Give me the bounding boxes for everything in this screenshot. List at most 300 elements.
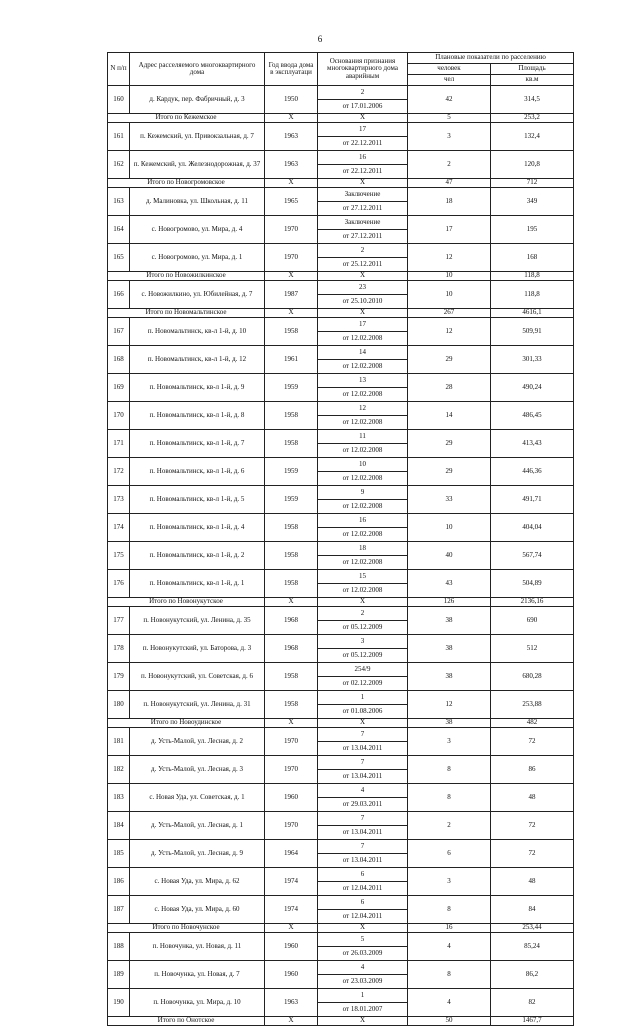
- address-cell: п. Новомальтинск, кв-л 1-й, д. 12: [130, 346, 265, 374]
- basis-document-number: 17: [318, 123, 407, 137]
- row-number: 188: [108, 933, 130, 961]
- row-number: 175: [108, 542, 130, 570]
- people-cell: 50: [408, 1017, 491, 1026]
- row-number: 177: [108, 607, 130, 635]
- table-row: [108, 840, 574, 868]
- area-cell: 48: [491, 784, 574, 812]
- row-number: 174: [108, 514, 130, 542]
- basis-cell: Х: [318, 179, 408, 188]
- basis-cell: Х: [318, 1017, 408, 1026]
- people-cell: 12: [408, 244, 491, 272]
- basis-cell: [318, 458, 408, 486]
- table-row: [108, 728, 574, 756]
- header-area-unit: кв.м: [491, 75, 574, 86]
- year-cell: 1968: [265, 607, 318, 635]
- basis-document-number: 4: [318, 961, 407, 975]
- area-cell: 404,04: [491, 514, 574, 542]
- people-cell: 42: [408, 86, 491, 114]
- row-number: 185: [108, 840, 130, 868]
- basis-document-date: от 25.10.2010: [342, 297, 383, 305]
- people-cell: 126: [408, 598, 491, 607]
- year-cell: 1963: [265, 989, 318, 1017]
- area-cell: 120,8: [491, 151, 574, 179]
- resettlement-table: [107, 52, 574, 1026]
- people-cell: 8: [408, 784, 491, 812]
- address-cell: п. Новочунка, ул. Новая, д. 11: [130, 933, 265, 961]
- address-cell: п. Новонукутский, ул. Баторова, д. 3: [130, 635, 265, 663]
- people-cell: 4: [408, 989, 491, 1017]
- people-cell: 4: [408, 933, 491, 961]
- basis-document-number: 7: [318, 728, 407, 742]
- basis-document-date: от 05.12.2009: [342, 623, 383, 631]
- address-cell: п. Новомальтинск, кв-л 1-й, д. 4: [130, 514, 265, 542]
- basis-document-date: от 12.02.2008: [342, 390, 383, 398]
- area-cell: 690: [491, 607, 574, 635]
- basis-document-number: 2: [318, 86, 407, 100]
- people-cell: 10: [408, 281, 491, 309]
- year-cell: 1958: [265, 402, 318, 430]
- basis-cell: [318, 933, 408, 961]
- area-cell: 504,89: [491, 570, 574, 598]
- people-cell: 38: [408, 635, 491, 663]
- table-row: [108, 86, 574, 114]
- total-label: Итого по Кежемское: [108, 114, 265, 123]
- area-cell: 72: [491, 728, 574, 756]
- basis-document-number: 2: [318, 244, 407, 258]
- year-cell: Х: [265, 924, 318, 933]
- basis-cell: [318, 607, 408, 635]
- people-cell: 8: [408, 756, 491, 784]
- area-cell: 2136,16: [491, 598, 574, 607]
- address-cell: п. Новомальтинск, кв-л 1-й, д. 5: [130, 486, 265, 514]
- total-label: Итого по Новожилкинское: [108, 272, 265, 281]
- basis-document-date: от 12.02.2008: [342, 446, 383, 454]
- people-cell: 47: [408, 179, 491, 188]
- year-cell: Х: [265, 272, 318, 281]
- address-cell: п. Новомальтинск, кв-л 1-й, д. 9: [130, 374, 265, 402]
- table-row: [108, 635, 574, 663]
- basis-document-date: от 13.04.2011: [342, 772, 383, 780]
- address-cell: д. Усть-Малой, ул. Лесная, д. 3: [130, 756, 265, 784]
- row-number: 176: [108, 570, 130, 598]
- basis-document-number: 5: [318, 933, 407, 947]
- table-row: [108, 244, 574, 272]
- year-cell: 1958: [265, 663, 318, 691]
- area-cell: 512: [491, 635, 574, 663]
- year-cell: 1970: [265, 244, 318, 272]
- basis-document-number: 3: [318, 635, 407, 649]
- total-label: Итого по Новоудинское: [108, 719, 265, 728]
- basis-document-date: от 12.02.2008: [342, 502, 383, 510]
- basis-cell: [318, 514, 408, 542]
- year-cell: 1970: [265, 728, 318, 756]
- basis-cell: [318, 570, 408, 598]
- basis-document-date: от 26.03.2009: [342, 949, 383, 957]
- year-cell: 1960: [265, 933, 318, 961]
- year-cell: 1958: [265, 318, 318, 346]
- address-cell: п. Кежемский, ул. Привокзальная, д. 7: [130, 123, 265, 151]
- address-cell: п. Новонукутский, ул. Советская, д. 6: [130, 663, 265, 691]
- table-row: [108, 961, 574, 989]
- area-cell: 253,88: [491, 691, 574, 719]
- table-row: [108, 318, 574, 346]
- people-cell: 267: [408, 309, 491, 318]
- year-cell: 1987: [265, 281, 318, 309]
- area-cell: 486,45: [491, 402, 574, 430]
- basis-document-number: 4: [318, 784, 407, 798]
- people-cell: 2: [408, 812, 491, 840]
- address-cell: п. Новомальтинск, кв-л 1-й, д. 2: [130, 542, 265, 570]
- year-cell: 1965: [265, 188, 318, 216]
- row-number: 186: [108, 868, 130, 896]
- address-cell: д. Усть-Малой, ул. Лесная, д. 9: [130, 840, 265, 868]
- header-plan: Плановые показатели по расселению: [408, 53, 574, 64]
- basis-document-date: от 12.02.2008: [342, 418, 383, 426]
- area-cell: 446,36: [491, 458, 574, 486]
- people-cell: 14: [408, 402, 491, 430]
- area-cell: 712: [491, 179, 574, 188]
- total-label: Итого по Новочунское: [108, 924, 265, 933]
- row-number: 189: [108, 961, 130, 989]
- row-number: 166: [108, 281, 130, 309]
- row-number: 167: [108, 318, 130, 346]
- year-cell: 1958: [265, 691, 318, 719]
- address-cell: п. Новонукутский, ул. Ленина, д. 35: [130, 607, 265, 635]
- area-cell: 85,24: [491, 933, 574, 961]
- total-row: [108, 179, 574, 188]
- address-cell: п. Новомальтинск, кв-л 1-й, д. 7: [130, 430, 265, 458]
- total-row: [108, 719, 574, 728]
- basis-document-date: от 12.02.2008: [342, 474, 383, 482]
- basis-document-date: от 12.04.2011: [342, 884, 383, 892]
- row-number: 164: [108, 216, 130, 244]
- basis-cell: [318, 756, 408, 784]
- area-cell: 509,91: [491, 318, 574, 346]
- page-number: 6: [317, 34, 323, 44]
- area-cell: 72: [491, 840, 574, 868]
- total-row: [108, 114, 574, 123]
- basis-cell: [318, 346, 408, 374]
- basis-document-number: 18: [318, 542, 407, 556]
- basis-document-date: от 12.02.2008: [342, 558, 383, 566]
- year-cell: Х: [265, 598, 318, 607]
- total-row: [108, 1017, 574, 1026]
- address-cell: п. Новомальтинск, кв-л 1-й, д. 6: [130, 458, 265, 486]
- address-cell: с. Новая Уда, ул. Мира, д. 60: [130, 896, 265, 924]
- basis-cell: [318, 896, 408, 924]
- header-people: человек: [408, 64, 491, 75]
- basis-cell: [318, 151, 408, 179]
- table-row: [108, 868, 574, 896]
- basis-document-number: 16: [318, 514, 407, 528]
- row-number: 165: [108, 244, 130, 272]
- table-row: [108, 458, 574, 486]
- table-row: [108, 402, 574, 430]
- address-cell: с. Новая Уда, ул. Мира, д. 62: [130, 868, 265, 896]
- basis-cell: [318, 244, 408, 272]
- table-row: [108, 123, 574, 151]
- address-cell: д. Малиновка, ул. Школьная, д. 11: [130, 188, 265, 216]
- basis-cell: [318, 812, 408, 840]
- basis-document-date: от 22.12.2011: [342, 167, 383, 175]
- area-cell: 349: [491, 188, 574, 216]
- year-cell: 1964: [265, 840, 318, 868]
- table-row: [108, 756, 574, 784]
- basis-document-number: 17: [318, 318, 407, 332]
- area-cell: 84: [491, 896, 574, 924]
- year-cell: 1958: [265, 430, 318, 458]
- table-row: [108, 281, 574, 309]
- people-cell: 18: [408, 188, 491, 216]
- year-cell: 1961: [265, 346, 318, 374]
- basis-document-date: от 27.12.2011: [342, 204, 383, 212]
- address-cell: п. Новочунка, ул. Мира, д. 10: [130, 989, 265, 1017]
- year-cell: Х: [265, 114, 318, 123]
- row-number: 173: [108, 486, 130, 514]
- area-cell: 4616,1: [491, 309, 574, 318]
- year-cell: 1958: [265, 514, 318, 542]
- row-number: 187: [108, 896, 130, 924]
- basis-document-date: от 25.12.2011: [342, 260, 383, 268]
- year-cell: 1970: [265, 756, 318, 784]
- area-cell: 482: [491, 719, 574, 728]
- address-cell: п. Новонукутский, ул. Ленина, д. 31: [130, 691, 265, 719]
- total-row: [108, 924, 574, 933]
- address-cell: с. Новая Уда, ул. Советская, д. 1: [130, 784, 265, 812]
- basis-document-date: от 12.02.2008: [342, 334, 383, 342]
- table-row: [108, 346, 574, 374]
- basis-document-date: от 29.03.2011: [342, 800, 383, 808]
- row-number: 162: [108, 151, 130, 179]
- area-cell: 491,71: [491, 486, 574, 514]
- basis-cell: Х: [318, 114, 408, 123]
- basis-document-date: от 12.04.2011: [342, 912, 383, 920]
- people-cell: 28: [408, 374, 491, 402]
- area-cell: 132,4: [491, 123, 574, 151]
- total-label: Итого по Новомальтинское: [108, 309, 265, 318]
- basis-document-number: 2: [318, 607, 407, 621]
- basis-document-date: от 12.02.2008: [342, 586, 383, 594]
- address-cell: д. Кардук, пер. Фабричный, д. 3: [130, 86, 265, 114]
- people-cell: 6: [408, 840, 491, 868]
- year-cell: 1963: [265, 123, 318, 151]
- area-cell: 48: [491, 868, 574, 896]
- people-cell: 3: [408, 123, 491, 151]
- year-cell: 1960: [265, 961, 318, 989]
- basis-document-date: от 01.08.2006: [342, 707, 383, 715]
- row-number: 181: [108, 728, 130, 756]
- basis-cell: [318, 486, 408, 514]
- basis-document-date: от 05.12.2009: [342, 651, 383, 659]
- row-number: 161: [108, 123, 130, 151]
- table-row: [108, 691, 574, 719]
- area-cell: 253,2: [491, 114, 574, 123]
- table-row: [108, 607, 574, 635]
- area-cell: 314,5: [491, 86, 574, 114]
- area-cell: 1467,7: [491, 1017, 574, 1026]
- total-row: [108, 309, 574, 318]
- basis-document-number: 1: [318, 691, 407, 705]
- area-cell: 168: [491, 244, 574, 272]
- basis-document-date: от 13.04.2011: [342, 828, 383, 836]
- year-cell: 1958: [265, 542, 318, 570]
- year-cell: 1959: [265, 374, 318, 402]
- header-address: Адрес расселяемого многоквартирного дома: [130, 53, 265, 86]
- total-label: Итого по Новогромовское: [108, 179, 265, 188]
- area-cell: 86,2: [491, 961, 574, 989]
- year-cell: Х: [265, 179, 318, 188]
- basis-document-number: 9: [318, 486, 407, 500]
- basis-document-number: 6: [318, 896, 407, 910]
- row-number: 160: [108, 86, 130, 114]
- basis-cell: [318, 281, 408, 309]
- people-cell: 10: [408, 272, 491, 281]
- address-cell: п. Новомальтинск, кв-л 1-й, д. 8: [130, 402, 265, 430]
- basis-document-number: 6: [318, 868, 407, 882]
- basis-cell: [318, 430, 408, 458]
- basis-cell: Х: [318, 924, 408, 933]
- year-cell: 1968: [265, 635, 318, 663]
- basis-document-number: Заключение: [318, 216, 407, 230]
- people-cell: 43: [408, 570, 491, 598]
- row-number: 170: [108, 402, 130, 430]
- people-cell: 29: [408, 458, 491, 486]
- basis-document-date: от 17.01.2006: [342, 102, 383, 110]
- table-row: [108, 663, 574, 691]
- address-cell: с. Новожилкино, ул. Юбилейная, д. 7: [130, 281, 265, 309]
- table-row: [108, 514, 574, 542]
- year-cell: Х: [265, 719, 318, 728]
- basis-document-number: 12: [318, 402, 407, 416]
- year-cell: 1960: [265, 784, 318, 812]
- basis-cell: Х: [318, 719, 408, 728]
- row-number: 169: [108, 374, 130, 402]
- year-cell: 1970: [265, 812, 318, 840]
- people-cell: 12: [408, 691, 491, 719]
- basis-cell: [318, 402, 408, 430]
- header-area: Площадь: [491, 64, 574, 75]
- table-row: [108, 989, 574, 1017]
- area-cell: 86: [491, 756, 574, 784]
- table-row: [108, 188, 574, 216]
- row-number: 180: [108, 691, 130, 719]
- row-number: 184: [108, 812, 130, 840]
- year-cell: 1970: [265, 216, 318, 244]
- year-cell: 1974: [265, 868, 318, 896]
- year-cell: 1959: [265, 486, 318, 514]
- basis-cell: [318, 374, 408, 402]
- area-cell: 253,44: [491, 924, 574, 933]
- address-cell: д. Усть-Малой, ул. Лесная, д. 1: [130, 812, 265, 840]
- basis-cell: [318, 188, 408, 216]
- basis-document-date: от 13.04.2011: [342, 856, 383, 864]
- people-cell: 2: [408, 151, 491, 179]
- people-cell: 3: [408, 728, 491, 756]
- people-cell: 8: [408, 896, 491, 924]
- basis-cell: Х: [318, 272, 408, 281]
- people-cell: 38: [408, 607, 491, 635]
- table-row: [108, 430, 574, 458]
- people-cell: 16: [408, 924, 491, 933]
- basis-document-number: 1: [318, 989, 407, 1003]
- area-cell: 413,43: [491, 430, 574, 458]
- basis-cell: [318, 216, 408, 244]
- people-cell: 38: [408, 719, 491, 728]
- people-cell: 12: [408, 318, 491, 346]
- year-cell: 1958: [265, 570, 318, 598]
- table-body: [108, 86, 574, 1026]
- table-row: [108, 812, 574, 840]
- header-basis: Основания признания многоквартирного дома аварийным: [318, 53, 408, 86]
- row-number: 179: [108, 663, 130, 691]
- table-row: [108, 216, 574, 244]
- basis-cell: [318, 961, 408, 989]
- table-row: [108, 542, 574, 570]
- people-cell: 29: [408, 430, 491, 458]
- basis-document-number: 14: [318, 346, 407, 360]
- basis-cell: [318, 86, 408, 114]
- basis-document-number: 13: [318, 374, 407, 388]
- row-number: 178: [108, 635, 130, 663]
- basis-cell: [318, 840, 408, 868]
- year-cell: 1959: [265, 458, 318, 486]
- row-number: 171: [108, 430, 130, 458]
- year-cell: Х: [265, 1017, 318, 1026]
- basis-cell: [318, 123, 408, 151]
- basis-document-date: от 12.02.2008: [342, 530, 383, 538]
- year-cell: 1963: [265, 151, 318, 179]
- people-cell: 17: [408, 216, 491, 244]
- people-cell: 10: [408, 514, 491, 542]
- basis-cell: [318, 784, 408, 812]
- address-cell: с. Новогромово, ул. Мира, д. 4: [130, 216, 265, 244]
- basis-cell: [318, 318, 408, 346]
- basis-document-number: 16: [318, 151, 407, 165]
- basis-document-number: 10: [318, 458, 407, 472]
- total-row: [108, 598, 574, 607]
- header-people-unit: чел: [408, 75, 491, 86]
- table-row: [108, 784, 574, 812]
- basis-document-number: 11: [318, 430, 407, 444]
- address-cell: п. Новомальтинск, кв-л 1-й, д. 10: [130, 318, 265, 346]
- address-cell: п. Новомальтинск, кв-л 1-й, д. 1: [130, 570, 265, 598]
- year-cell: Х: [265, 309, 318, 318]
- basis-document-number: Заключение: [318, 188, 407, 202]
- area-cell: 82: [491, 989, 574, 1017]
- people-cell: 38: [408, 663, 491, 691]
- people-cell: 33: [408, 486, 491, 514]
- basis-document-number: 7: [318, 840, 407, 854]
- row-number: 182: [108, 756, 130, 784]
- basis-document-number: 254/9: [318, 663, 407, 677]
- row-number: 163: [108, 188, 130, 216]
- address-cell: п. Новочунка, ул. Новая, д. 7: [130, 961, 265, 989]
- basis-document-date: от 12.02.2008: [342, 362, 383, 370]
- area-cell: 72: [491, 812, 574, 840]
- area-cell: 490,24: [491, 374, 574, 402]
- people-cell: 3: [408, 868, 491, 896]
- basis-document-number: 7: [318, 756, 407, 770]
- area-cell: 118,8: [491, 272, 574, 281]
- row-number: 168: [108, 346, 130, 374]
- basis-document-number: 7: [318, 812, 407, 826]
- basis-cell: Х: [318, 598, 408, 607]
- people-cell: 40: [408, 542, 491, 570]
- address-cell: д. Усть-Малой, ул. Лесная, д. 2: [130, 728, 265, 756]
- area-cell: 301,33: [491, 346, 574, 374]
- table-row: [108, 151, 574, 179]
- basis-document-date: от 18.01.2007: [342, 1005, 383, 1013]
